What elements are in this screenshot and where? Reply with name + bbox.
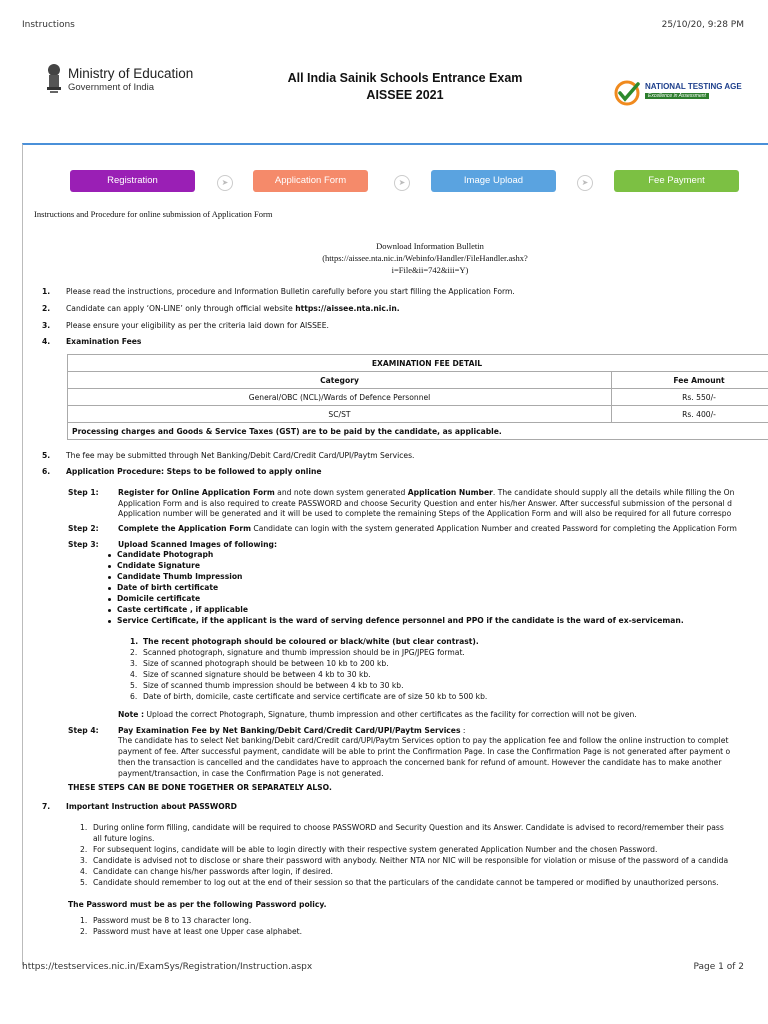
list-item-number: 2. — [80, 845, 88, 854]
step1-line3: Application number will be generated and it will be used to complete the remaining Steps of the Application Form and will also be required for all future correspo — [118, 509, 732, 518]
fee-table-header-category: Category — [68, 372, 612, 389]
list-item — [108, 615, 684, 626]
list-item-text: During online form filling, candidate will be required to choose PASSWORD and Security Question and its Answer. Candidate is advised to record/remember their pass — [93, 823, 724, 832]
table-row — [68, 406, 768, 423]
list-item-text: Candidate Thumb Impression — [117, 572, 243, 581]
steps-note: THESE STEPS CAN BE DONE TOGETHER OR SEPARATELY ALSO. — [68, 783, 332, 792]
list-item-number: 2. — [80, 927, 88, 936]
item-1-text: Please read the instructions, procedure and Information Bulletin carefully before you start filling the Application Form. — [66, 287, 515, 296]
chevron-right-icon: ➤ — [394, 175, 410, 191]
list-item — [108, 604, 684, 615]
list-item-text: Size of scanned signature should be between 4 kb to 30 kb. — [143, 670, 371, 679]
emblem-icon — [44, 62, 64, 100]
item-2-text-part: Candidate can apply ‘ON-LINE’ only through official website — [66, 304, 296, 313]
list-item-text: Size of scanned photograph should be between 10 kb to 200 kb. — [143, 659, 389, 668]
list-item — [108, 549, 684, 560]
step-application-form[interactable]: Application Form — [253, 170, 368, 192]
table-cell-category: General/OBC (NCL)/Wards of Defence Personnel — [68, 389, 612, 406]
chevron-right-icon: ➤ — [577, 175, 593, 191]
step3-numbered-list — [130, 636, 487, 702]
list-item-text: Cndidate Signature — [117, 561, 200, 570]
list-item-number: 2. — [130, 648, 138, 657]
step1-bold: Register for Online Application Form — [118, 488, 275, 497]
list-item-text: For subsequent logins, candidate will be able to login directly with their respective system generated Application Number and the chosen Password. — [93, 845, 658, 854]
item-number: 5. — [42, 451, 51, 460]
fee-table — [67, 354, 768, 440]
password-policy-heading: The Password must be as per the following Password policy. — [68, 900, 327, 909]
list-item-text: Scanned photograph, signature and thumb impression should be in JPG/JPEG format. — [143, 648, 465, 657]
list-item — [108, 560, 684, 571]
print-footer-page: Page 1 of 2 — [693, 962, 744, 972]
step2-bold: Complete the Application Form — [118, 524, 251, 533]
list-item — [130, 669, 487, 680]
list-item — [80, 844, 728, 855]
item-number: 1. — [42, 287, 51, 296]
step2-line1 — [118, 523, 737, 534]
step3-note — [118, 709, 637, 720]
list-item — [130, 680, 487, 691]
bulletin-line2: (https://aissee.nta.nic.in/Webinfo/Handler/FileHandler.ashx? — [322, 253, 528, 263]
password-policy-list — [80, 915, 302, 937]
step-fee-payment[interactable]: Fee Payment — [614, 170, 739, 192]
list-item-text: Domicile certificate — [117, 594, 201, 603]
bulletin-line3: i=File&ii=742&iii=Y) — [391, 265, 469, 275]
list-item — [130, 658, 487, 669]
list-item-text: Candidate is advised not to disclose or share their password with anybody. Neither NTA nor NIC will be responsible for violation or misuse of the password of a candida — [93, 856, 729, 865]
step3-label: Step 3: — [68, 540, 99, 549]
exam-title-line1: All India Sainik Schools Entrance Exam — [287, 71, 523, 85]
official-website-link[interactable]: https://aissee.nta.nic.in. — [295, 304, 400, 313]
exam-title — [180, 70, 630, 104]
step4-colon: : — [460, 726, 466, 735]
step1-text: and note down system generated — [274, 488, 408, 497]
step2-text: Candidate can login with the system generated Application Number and created Password for completing the Application Form — [250, 524, 737, 533]
list-item-number: 3. — [130, 659, 138, 668]
password-list — [80, 822, 728, 888]
list-item-number: 4. — [80, 867, 88, 876]
list-item-text: The recent photograph should be coloured or black/white (but clear contrast). — [143, 637, 479, 646]
step4-line: The candidate has to select Net banking/Debit card/Credit card/UPI/Paytm Services option to pay the application fee and follow the online instruction to complet — [118, 736, 729, 745]
list-item — [130, 647, 487, 658]
note-label: Note : — [118, 710, 145, 719]
instructions-heading: Instructions and Procedure for online submission of Application Form — [34, 209, 273, 219]
list-item — [130, 636, 487, 647]
list-item-text: Candidate can change his/her passwords after login, if desired. — [93, 867, 333, 876]
list-item-text: Password must be 8 to 13 character long. — [93, 916, 252, 925]
item-number: 6. — [42, 467, 51, 476]
item-4-text: Examination Fees — [66, 337, 142, 346]
list-item — [108, 593, 684, 604]
list-item-text: Service Certificate, if the applicant is the ward of serving defence personnel and PPO if the candidate is the ward of ex-serviceman. — [117, 616, 684, 625]
list-item-text: Password must have at least one Upper case alphabet. — [93, 927, 303, 936]
print-header-title: Instructions — [22, 20, 75, 30]
list-item — [80, 877, 728, 888]
table-cell-category: SC/ST — [68, 406, 612, 423]
item-6-text: Application Procedure: Steps to be followed to apply online — [66, 467, 322, 476]
bulletin-line1: Download Information Bulletin — [376, 241, 484, 251]
step4-line: then the transaction is cancelled and the candidates have to approach the concerned bank for refund of amount. However the candidate has to make another — [118, 758, 722, 767]
list-item-text: Candidate should remember to log out at the end of their session so that the particulars of the candidate cannot be tampered or modified by unauthorized persons. — [93, 878, 719, 887]
item-number: 3. — [42, 321, 51, 330]
list-item-continuation: all future logins. — [93, 834, 155, 843]
list-item — [80, 822, 728, 833]
step1-text: . The candidate should supply all the details while filling the On — [492, 488, 735, 497]
list-item-text: Date of birth certificate — [117, 583, 219, 592]
list-item-text: Size of scanned thumb impression should be between 4 kb to 30 kb. — [143, 681, 404, 690]
list-item-number: 1. — [130, 637, 139, 646]
step1-bold: Application Number — [407, 488, 493, 497]
print-header-datetime: 25/10/20, 9:28 PM — [661, 20, 744, 30]
table-row — [68, 389, 768, 406]
step4-line: payment/transaction, in case the Confirmation Page is not generated. — [118, 769, 384, 778]
step4-body — [118, 735, 730, 779]
list-item-text: Caste certificate , if applicable — [117, 605, 249, 614]
step-registration[interactable]: Registration — [70, 170, 195, 192]
item-7-text: Important Instruction about PASSWORD — [66, 802, 237, 811]
nta-tagline: Excellence in Assessment — [645, 93, 709, 99]
item-number: 7. — [42, 802, 51, 811]
ministry-subtitle: Government of India — [68, 82, 155, 93]
list-item-number: 5. — [130, 681, 138, 690]
list-item — [80, 915, 302, 926]
list-item-number: 5. — [80, 878, 88, 887]
list-item — [130, 691, 487, 702]
step4-line: payment of fee. After successful payment, candidate will be able to print the Confirmation Page. In case the Confirmation Page is not generated after payment o — [118, 747, 731, 756]
fee-table-note: Processing charges and Goods & Service Taxes (GST) are to be paid by the candidate, as applicable. — [68, 423, 768, 440]
step1-line2: Application Form and is also required to create PASSWORD and choose Security Question and enter his/her Answer. After successful submission of the personal d — [118, 499, 732, 508]
list-item — [80, 855, 728, 866]
list-item-text: Candidate Photograph — [117, 550, 214, 559]
list-item — [80, 866, 728, 877]
chevron-right-icon: ➤ — [217, 175, 233, 191]
list-item — [80, 926, 302, 937]
step3-heading: Upload Scanned Images of following: — [118, 540, 277, 549]
fee-table-header-fee: Fee Amount — [612, 372, 768, 389]
step2-label: Step 2: — [68, 524, 99, 533]
step4-label: Step 4: — [68, 726, 99, 735]
step1-label: Step 1: — [68, 488, 99, 497]
list-item — [108, 582, 684, 593]
exam-title-line2: AISSEE 2021 — [366, 88, 444, 102]
nta-name: NATIONAL TESTING AGE — [645, 82, 742, 91]
list-item-number: 1. — [80, 823, 88, 832]
print-footer-url: https://testservices.nic.in/ExamSys/Registration/Instruction.aspx — [22, 962, 313, 972]
list-item-text: Date of birth, domicile, caste certificate and service certificate are of size 50 kb to 500 kb. — [143, 692, 488, 701]
table-cell-fee: Rs. 400/- — [612, 406, 768, 423]
bulletin-link[interactable] — [300, 240, 560, 276]
table-cell-fee: Rs. 550/- — [612, 389, 768, 406]
nta-logo-icon — [614, 80, 642, 110]
fee-table-title: EXAMINATION FEE DETAIL — [68, 355, 768, 372]
step1-line1 — [118, 487, 734, 498]
step4-heading-text: Pay Examination Fee by Net Banking/Debit Card/Credit Card/UPI/Paytm Services — [118, 726, 461, 735]
step3-bullets — [108, 549, 684, 626]
note-text: Upload the correct Photograph, Signature, thumb impression and other certificates as the facility for correction will not be given. — [144, 710, 637, 719]
list-item — [108, 571, 684, 582]
step-image-upload[interactable]: Image Upload — [431, 170, 556, 192]
list-item-number: 1. — [80, 916, 88, 925]
item-number: 4. — [42, 337, 51, 346]
ministry-title: Ministry of Education — [68, 66, 194, 81]
item-2-text — [66, 303, 400, 314]
list-item-number: 3. — [80, 856, 88, 865]
item-5-text: The fee may be submitted through Net Banking/Debit Card/Credit Card/UPI/Paytm Services. — [66, 451, 415, 460]
item-number: 2. — [42, 304, 51, 313]
list-item-number: 6. — [130, 692, 138, 701]
item-3-text: Please ensure your eligibility as per the criteria laid down for AISSEE. — [66, 321, 329, 330]
list-item-number: 4. — [130, 670, 138, 679]
